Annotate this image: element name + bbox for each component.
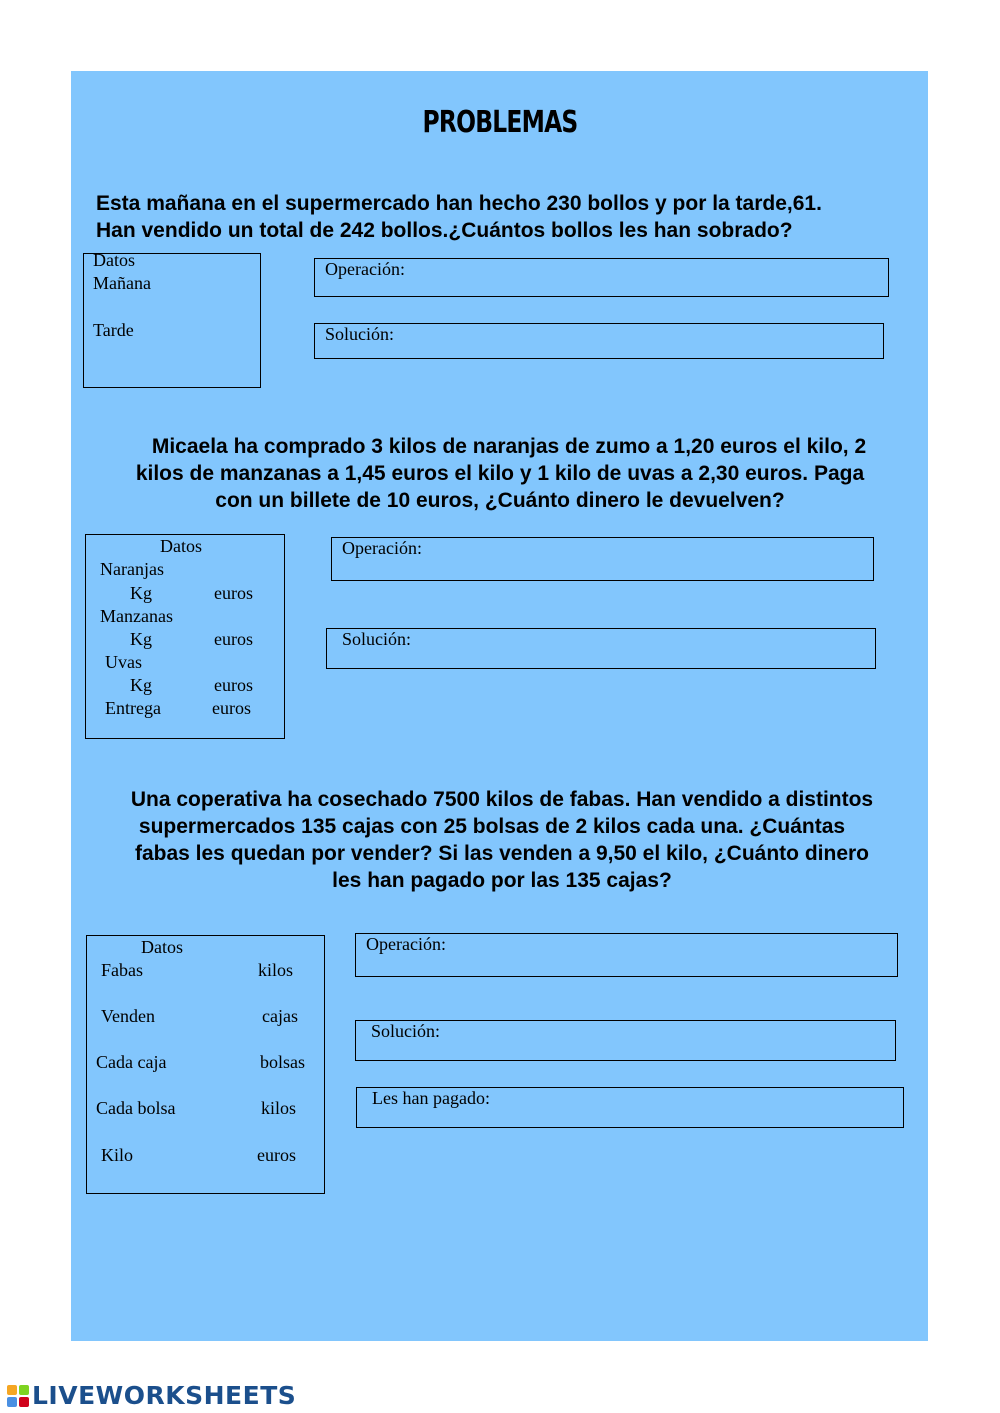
problem-1-text (96, 190, 822, 244)
p3-solucion-label: Solución: (371, 1021, 441, 1041)
p3-cada-caja-label: Cada caja (96, 1052, 167, 1072)
problem-3-line-1: Una coperativa ha cosechado 7500 kilos de fabas. Han vendido a distintos (130, 788, 874, 811)
p1-tarde-label: Tarde (93, 320, 134, 340)
problem-3-line-2: supermercados 135 cajas con 25 bolsas de 2 kilos cada una. ¿Cuántas (138, 815, 846, 838)
page-title: PROBLEMAS (422, 105, 578, 140)
p2-kg-1: Kg (130, 583, 152, 603)
p2-naranjas-label: Naranjas (100, 559, 164, 579)
p3-kilos-2: kilos (261, 1098, 297, 1118)
problem-1-line-1: Esta mañana en el supermercado han hecho 230 bollos y por la tarde,61. (96, 192, 822, 215)
problem-2-line-1: Micaela ha comprado 3 kilos de naranjas de zumo a 1,20 euros el kilo, 2 (151, 435, 867, 458)
p2-datos-label: Datos (160, 536, 202, 556)
p3-cajas-label: cajas (262, 1006, 298, 1026)
problem-3-text (84, 786, 920, 894)
p3-kilos-1: kilos (258, 960, 294, 980)
p2-euros-2: euros (214, 629, 253, 649)
p1-solucion-label: Solución: (325, 324, 395, 344)
p2-manzanas-label: Manzanas (100, 606, 173, 626)
p2-uvas-label: Uvas (105, 652, 142, 672)
p3-bolsas-label: bolsas (260, 1052, 305, 1072)
problem-3-les-han-pagado-box[interactable] (356, 1087, 904, 1128)
p3-fabas-label: Fabas (101, 960, 143, 980)
p2-euros-4: euros (212, 698, 251, 718)
liveworksheets-brand: LIVEWORKSHEETS (32, 1381, 297, 1410)
p3-les-han-pagado-label: Les han pagado: (372, 1088, 490, 1108)
problem-1-operacion-box[interactable] (314, 258, 889, 297)
p2-euros-3: euros (214, 675, 253, 695)
p1-manana-label: Mañana (93, 273, 151, 293)
p3-datos-label: Datos (141, 937, 183, 957)
p2-euros-1: euros (214, 583, 253, 603)
p3-euros-label: euros (257, 1145, 296, 1165)
problem-2-text (90, 433, 910, 514)
problem-2-operacion-box[interactable] (331, 537, 874, 581)
p3-venden-label: Venden (101, 1006, 155, 1026)
liveworksheets-logo-icon (6, 1384, 30, 1408)
problem-2-line-3: con un billete de 10 euros, ¿Cuánto dinero le devuelven? (215, 489, 785, 512)
p2-entrega-label: Entrega (105, 698, 161, 718)
p2-operacion-label: Operación: (342, 538, 422, 558)
p1-datos-label: Datos (93, 250, 135, 270)
p2-solucion-label: Solución: (342, 629, 412, 649)
problem-1-line-2: Han vendido un total de 242 bollos.¿Cuántos bollos les han sobrado? (96, 219, 793, 242)
problem-2-line-2: kilos de manzanas a 1,45 euros el kilo y 1 kilo de uvas a 2,30 euros. Paga (135, 462, 865, 485)
p1-operacion-label: Operación: (325, 259, 405, 279)
problem-3-operacion-box[interactable] (355, 933, 898, 977)
problem-3-line-3: fabas les quedan por vender? Si las venden a 9,50 el kilo, ¿Cuánto dinero (134, 842, 870, 865)
p2-kg-2: Kg (130, 629, 152, 649)
p3-cada-bolsa-label: Cada bolsa (96, 1098, 176, 1118)
problem-1-solucion-box[interactable] (314, 323, 884, 359)
p3-operacion-label: Operación: (366, 934, 446, 954)
p3-kilo-label: Kilo (101, 1145, 134, 1165)
problem-3-line-4: les han pagado por las 135 cajas? (332, 869, 672, 892)
problem-3-solucion-box[interactable] (355, 1020, 896, 1061)
problem-2-solucion-box[interactable] (326, 628, 876, 669)
p2-kg-3: Kg (130, 675, 152, 695)
